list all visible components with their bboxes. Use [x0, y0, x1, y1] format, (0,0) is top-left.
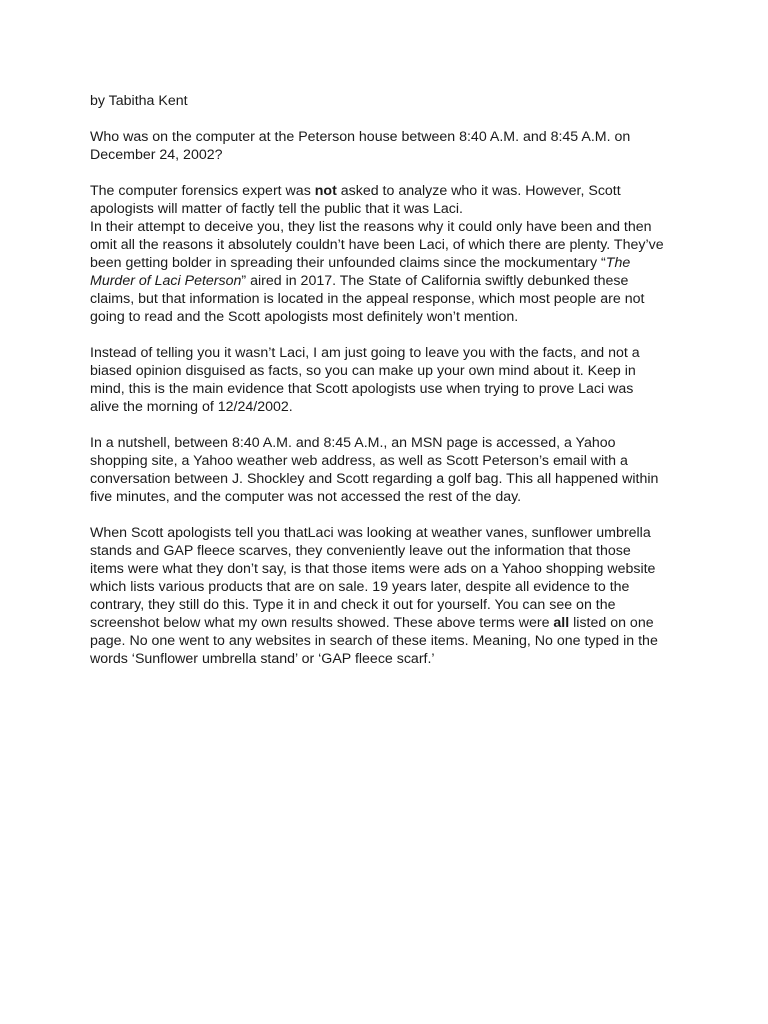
- text-span: asked to analyze who it was. However, Scott apologists will matter of factly tell the public that it was Laci.: [90, 183, 621, 217]
- italic-title: The Murder of Laci Peterson: [90, 255, 631, 289]
- text-span: ” aired in 2017. The State of California swiftly debunked these claims, but that information is located in the appeal response, which most people are not going to read and the Scott apologists most definitely won’t mention.: [90, 273, 645, 325]
- text-span: When Scott apologists tell you thatLaci was looking at weather vanes, sunflower umbrella stands and GAP fleece scarves, they conveniently leave out the information that those items were what they don’t say, is that those items were ads on a Yahoo shopping website which lists various products that are on sale. 19 years later, despite all evidence to the contrary, they still do this. Type it in and check it out for yourself. You can see on the screenshot below what my own results showed. These above terms were: [90, 525, 656, 631]
- paragraph-nutshell: In a nutshell, between 8:40 A.M. and 8:45 A.M., an MSN page is accessed, a Yahoo shopping site, a Yahoo weather web address, as well as Scott Peterson’s email with a conversation between J. Shockley and Scott regarding a golf bag. This all happened within five minutes, and the computer was not accessed the rest of the day.: [90, 435, 659, 505]
- opening-question: Who was on the computer at the Peterson house between 8:40 A.M. and 8:45 A.M. on December 24, 2002?: [90, 129, 631, 163]
- paragraph-facts: Instead of telling you it wasn’t Laci, I am just going to leave you with the facts, and not a biased opinion disguised as facts, so you can make up your own mind about it. Keep in mind, this is the main evidence that Scott apologists use when trying to prove Laci was alive the morning of 12/24/2002.: [90, 345, 640, 415]
- document-body: [90, 92, 665, 686]
- paragraph-yahoo-ads: [90, 524, 665, 668]
- text-span: The computer forensics expert was: [90, 183, 315, 199]
- byline: by Tabitha Kent: [90, 93, 188, 109]
- text-span: In their attempt to deceive you, they list the reasons why it could only have been and then omit all the reasons it absolutely couldn’t have been Laci, of which there are plenty. They’ve been getting bolder in spreading their unfounded claims since the mockumentary “: [90, 219, 664, 271]
- bold-text: not: [314, 183, 337, 199]
- paragraph-forensics: [90, 182, 665, 218]
- text-span: listed on one page. No one went to any websites in search of these items. Meaning, No one typed in the words ‘Sunflower umbrella stand’ or ‘GAP fleece scarf.’: [90, 615, 658, 667]
- bold-text: all: [553, 615, 570, 631]
- paragraph-deception: [90, 218, 665, 326]
